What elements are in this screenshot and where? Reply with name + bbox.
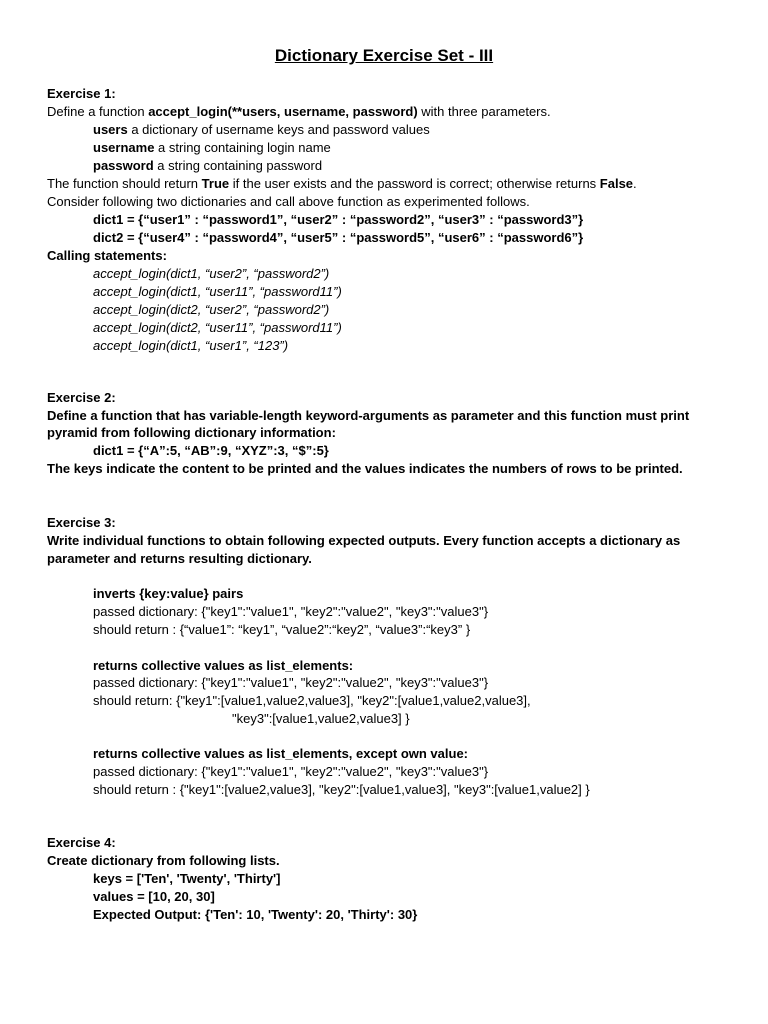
exercise-2-dict: dict1 = {“A”:5, “AB”:9, “XYZ”:3, “$”:5} <box>93 443 329 458</box>
exercise-4-heading: Exercise 4: <box>47 835 116 850</box>
block-1-title: inverts {key:value} pairs <box>93 586 244 601</box>
exercise-2-note: The keys indicate the content to be printed and the values indicates the numbers of rows to be printed. <box>47 461 683 476</box>
definition-suffix: with three parameters. <box>417 104 551 119</box>
page-title: Dictionary Exercise Set - III <box>274 46 494 65</box>
exercise-4-line-1: Create dictionary from following lists. <box>47 853 280 868</box>
return-description <box>47 175 637 193</box>
exercise-3-line-1: Write individual functions to obtain following expected outputs. Every function accepts a dictionary as <box>47 533 681 548</box>
exercise-3-line-2: parameter and returns resulting dictionary. <box>47 551 312 566</box>
return-end: . <box>633 176 637 191</box>
dict1-definition: dict1 = {“user1” : “password1”, “user2” : “password2”, “user3” : “password3”} <box>93 212 584 227</box>
calling-statement: accept_login(dict1, “user2”, “password2”) <box>93 266 330 281</box>
calling-statements-heading: Calling statements: <box>47 248 167 263</box>
param-name: username <box>93 140 155 155</box>
param-desc: a string containing login name <box>154 140 331 155</box>
param-name: users <box>93 122 128 137</box>
block-3-passed: passed dictionary: {"key1":"value1", "key2":"value2", "key3":"value3"} <box>93 764 489 779</box>
values-list: values = [10, 20, 30] <box>93 889 215 904</box>
exercise-1-definition <box>47 103 551 121</box>
param-desc: a string containing password <box>153 158 323 173</box>
keys-list: keys = ['Ten', 'Twenty', 'Thirty'] <box>93 871 281 886</box>
param-username <box>93 139 331 157</box>
exercise-3-heading: Exercise 3: <box>47 515 116 530</box>
return-middle: if the user exists and the password is correct; otherwise returns <box>229 176 600 191</box>
block-3-return: should return : {"key1":[value2,value3], "key2":[value1,value3], "key3":[value1,value2] } <box>93 782 590 797</box>
consider-text: Consider following two dictionaries and call above function as experimented follows. <box>47 194 530 209</box>
param-desc: a dictionary of username keys and password values <box>127 122 430 137</box>
exercise-2-line-2: pyramid from following dictionary information: <box>47 425 336 440</box>
block-2-passed: passed dictionary: {"key1":"value1", "key2":"value2", "key3":"value3"} <box>93 675 489 690</box>
block-2-return: should return: {"key1":[value1,value2,value3], "key2":[value1,value2,value3], <box>93 693 531 708</box>
param-users <box>93 121 430 139</box>
calling-statement: accept_login(dict1, “user1”, “123”) <box>93 338 289 353</box>
block-3-title: returns collective values as list_elements, except own value: <box>93 746 469 761</box>
expected-output: Expected Output: {'Ten': 10, 'Twenty': 20, 'Thirty': 30} <box>93 907 418 922</box>
function-signature: accept_login(**users, username, password) <box>148 104 418 119</box>
return-false: False <box>599 176 634 191</box>
calling-statement: accept_login(dict1, “user11”, “password11”) <box>93 284 342 299</box>
return-prefix: The function should return <box>47 176 202 191</box>
block-2-title: returns collective values as list_elements: <box>93 658 354 673</box>
definition-prefix: Define a function <box>47 104 149 119</box>
calling-statement: accept_login(dict2, “user2”, “password2”) <box>93 302 330 317</box>
exercise-2-line-1: Define a function that has variable-length keyword-arguments as parameter and this function must print <box>47 408 690 423</box>
param-password <box>93 157 322 175</box>
block-1-return: should return : {“value1”: “key1”, “value2”:“key2”, “value3”:“key3” } <box>93 622 471 637</box>
exercise-1-heading: Exercise 1: <box>47 86 116 101</box>
param-name: password <box>93 158 154 173</box>
return-true: True <box>201 176 230 191</box>
block-2-return-continued: "key3":[value1,value2,value3] } <box>232 711 410 726</box>
calling-statement: accept_login(dict2, “user11”, “password11”) <box>93 320 342 335</box>
dict2-definition: dict2 = {“user4” : “password4”, “user5” : “password5”, “user6” : “password6”} <box>93 230 584 245</box>
exercise-2-heading: Exercise 2: <box>47 390 116 405</box>
block-1-passed: passed dictionary: {"key1":"value1", "key2":"value2", "key3":"value3"} <box>93 604 489 619</box>
